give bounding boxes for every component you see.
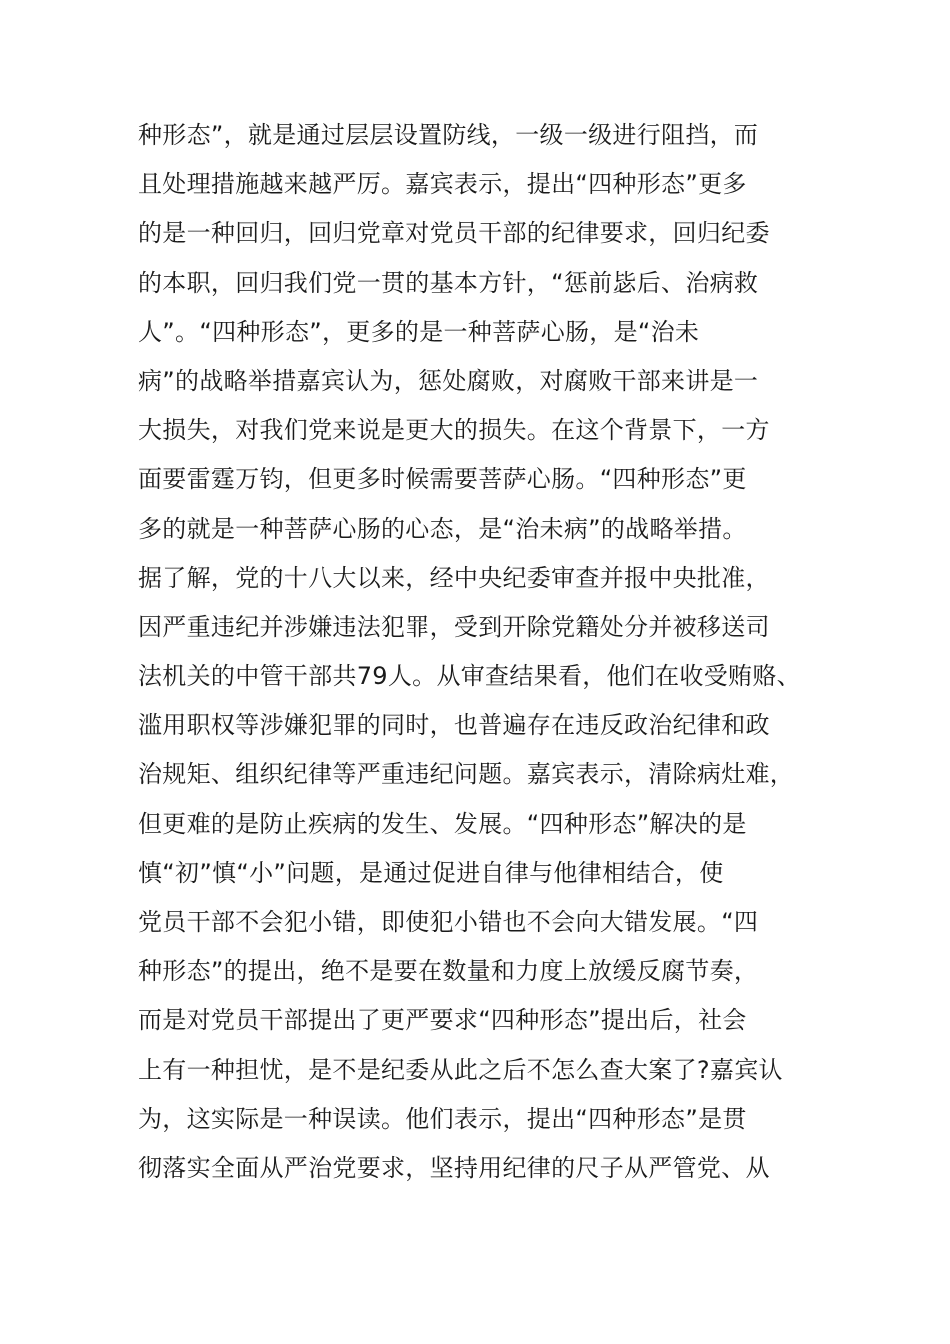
text-line: 种形态”，就是通过层层设置防线，一级一级进行阻挡，而	[138, 121, 759, 149]
text-line: 的是一种回归，回归党章对党员干部的纪律要求，回归纪委	[138, 219, 770, 248]
text-line: 慎“初”慎“小”问题，是通过促进自律与他律相结合，使	[138, 858, 724, 887]
text-line: 上有一种担忧，是不是纪委从此之后不怎么查大案了?嘉宾认	[138, 1055, 783, 1084]
text-line: 种形态”的提出，绝不是要在数量和力度上放缓反腐节奏，	[138, 957, 759, 986]
text-line: 滥用职权等涉嫌犯罪的同时，也普遍存在违反政治纪律和政	[138, 711, 770, 740]
text-line: 面要雷霆万钧，但更多时候需要菩萨心肠。“四种形态”更	[138, 465, 747, 494]
text-line: 法机关的中管干部共79人。从审查结果看，他们在收受贿赂、	[138, 662, 801, 691]
text-line: 为，这实际是一种误读。他们表示，提出“四种形态”是贯	[138, 1104, 747, 1133]
text-line: 大损失，对我们党来说是更大的损失。在这个背景下，一方	[138, 416, 770, 445]
text-line: 人”。“四种形态”，更多的是一种菩萨心肠，是“治未	[138, 317, 700, 346]
text-line: 且处理措施越来越严厉。嘉宾表示，提出“四种形态”更多	[138, 170, 747, 199]
text-line: 彻落实全面从严治党要求，坚持用纪律的尺子从严管党、从	[138, 1153, 770, 1182]
text-line: 的本职，回归我们党一贯的基本方针，“惩前毖后、治病救	[138, 268, 759, 297]
text-line: 病”的战略举措嘉宾认为，惩处腐败，对腐败干部来讲是一	[138, 366, 759, 395]
text-line: 而是对党员干部提出了更严要求“四种形态”提出后，社会	[138, 1006, 747, 1035]
text-line: 据了解，党的十八大以来，经中央纪委审查并报中央批准，	[138, 563, 770, 592]
text-line: 多的就是一种菩萨心肠的心态，是“治未病”的战略举措。	[138, 514, 747, 543]
text-line: 党员干部不会犯小错，即使犯小错也不会向大错发展。“四	[138, 908, 759, 936]
text-line: 因严重违纪并涉嫌违法犯罪，受到开除党籍处分并被移送司	[138, 612, 770, 641]
body-text	[138, 116, 898, 1198]
text-line: 治规矩、组织纪律等严重违纪问题。嘉宾表示，清除病灶难，	[138, 760, 795, 789]
text-line: 但更难的是防止疾病的发生、发展。“四种形态”解决的是	[138, 809, 747, 838]
